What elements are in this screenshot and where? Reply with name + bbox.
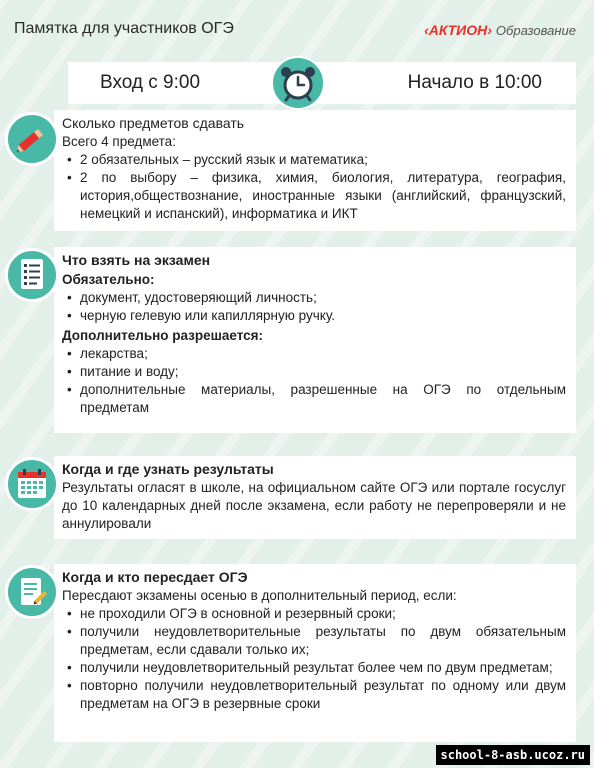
required-list — [62, 289, 566, 325]
section-what-to-bring — [54, 247, 576, 433]
list-item: • не проходили ОГЭ в основной и резервный сроки; — [80, 605, 566, 623]
page-title: Памятка для участников ОГЭ — [14, 20, 234, 37]
site-watermark: school-8-asb.ucoz.ru — [436, 745, 591, 765]
list-item: • 2 по выбору – физика, химия, биология, литература, география, история,обществознание, иностранные языки (английский, французский, немецкий и испанский), информатика и ИКТ — [80, 169, 566, 223]
list-item: • питание и воду; — [80, 363, 566, 381]
pencil-icon — [5, 112, 59, 166]
list-item: • документ, удостоверяющий личность; — [80, 289, 566, 307]
list-item: • лекарства; — [80, 345, 566, 363]
brand-logo — [424, 22, 576, 38]
section-title: Что взять на экзамен — [62, 252, 211, 268]
section-retake — [54, 564, 576, 742]
alarm-clock-icon — [271, 56, 325, 110]
retake-list — [62, 605, 566, 713]
list-item: • дополнительные материалы, разрешенные на ОГЭ по отдельным предметам — [80, 381, 566, 417]
subjects-list — [62, 151, 566, 223]
list-item: • 2 обязательных – русский язык и математика; — [80, 151, 566, 169]
required-label: Обязательно: — [62, 272, 155, 287]
calendar-icon — [5, 457, 59, 511]
brand-subtitle: Образование — [495, 23, 576, 38]
header — [0, 0, 594, 60]
checklist-icon — [5, 248, 59, 302]
optional-list — [62, 345, 566, 417]
section-title: Когда и кто пересдает ОГЭ — [62, 569, 248, 585]
optional-label: Дополнительно разрешается: — [62, 328, 264, 343]
start-time: Начало в 10:00 — [407, 72, 542, 93]
document-edit-icon — [5, 565, 59, 619]
list-item: • черную гелевую или капиллярную ручку. — [80, 307, 566, 325]
entry-time: Вход с 9:00 — [100, 72, 201, 93]
section-title: Сколько предметов сдавать — [62, 115, 245, 131]
section-intro: Всего 4 предмета: — [62, 134, 176, 149]
brand-mark: ‹АКТИОН› — [424, 22, 492, 38]
section-title: Когда и где узнать результаты — [62, 461, 274, 477]
list-item: • получили неудовлетворительные результаты по двум обязательным предметам, если сдавали только их; — [80, 623, 566, 659]
section-subjects — [54, 110, 576, 231]
section-text: Результаты огласят в школе, на официальном сайте ОГЭ или портале госуслуг до 10 календарных дней после экзамена, если работу не перепроверяли и не аннулировали — [62, 480, 566, 531]
section-results — [54, 456, 576, 539]
section-intro: Пересдают экзамены осенью в дополнительный период, если: — [62, 588, 457, 603]
list-item: • получили неудовлетворительный результат более чем по двум предметам; — [80, 659, 566, 677]
list-item: • повторно получили неудовлетворительный результат по одному или двум предметам на ОГЭ в резервные сроки — [80, 677, 566, 713]
